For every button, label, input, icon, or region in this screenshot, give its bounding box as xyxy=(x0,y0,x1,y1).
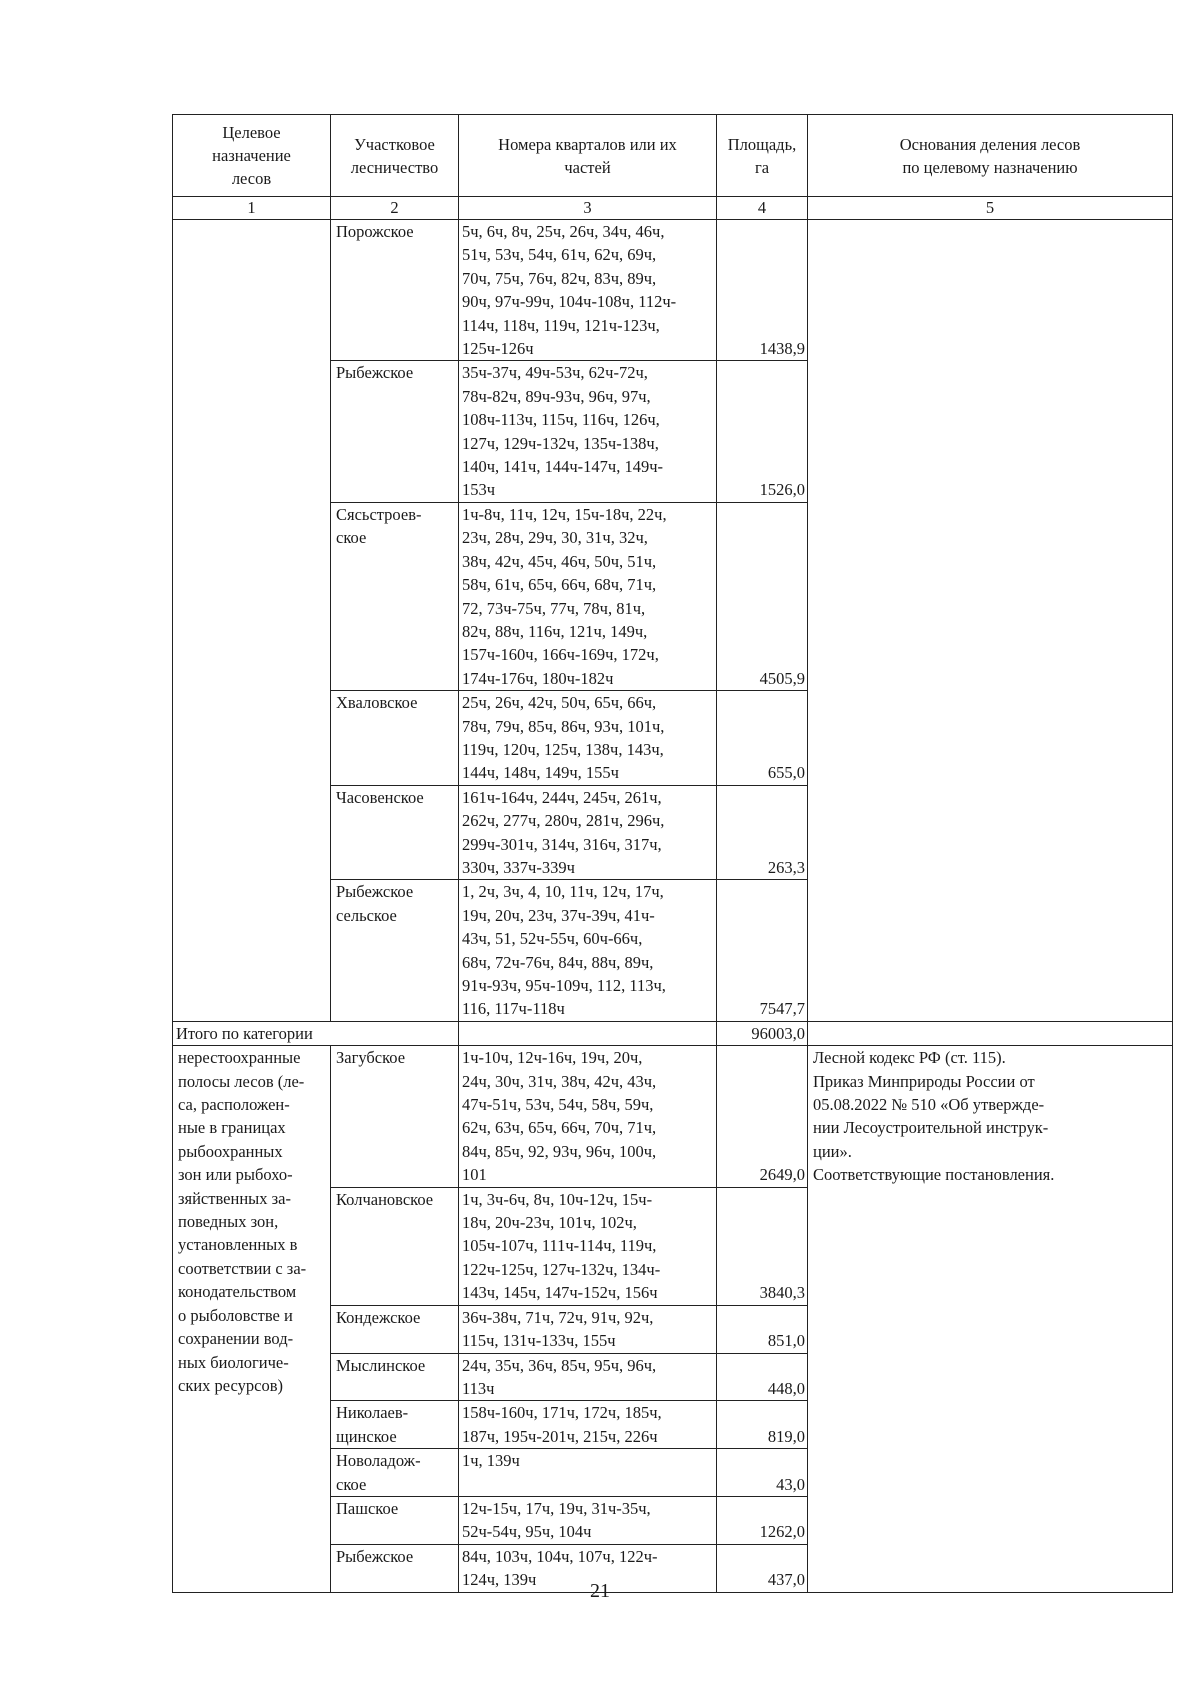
quarter-numbers: 25ч, 26ч, 42ч, 50ч, 65ч, 66ч, 78ч, 79ч, 85ч, 86ч, 93ч, 101ч, 119ч, 120ч, 125ч, 138ч, 143ч, 144ч, 148ч, 149ч, 155ч xyxy=(459,691,717,786)
total-basis-empty xyxy=(808,1021,1173,1045)
forestry-name: Колчановское xyxy=(331,1187,459,1305)
area-value: 7547,7 xyxy=(717,880,808,1021)
column-number: 2 xyxy=(331,197,459,220)
quarter-numbers: 12ч-15ч, 17ч, 19ч, 31ч-35ч, 52ч-54ч, 95ч, 104ч xyxy=(459,1496,717,1544)
quarter-numbers: 84ч, 103ч, 104ч, 107ч, 122ч- 124ч, 139ч xyxy=(459,1544,717,1592)
forestry-name: Кондежское xyxy=(331,1305,459,1353)
area-value: 263,3 xyxy=(717,785,808,880)
forestry-name: Часовенское xyxy=(331,785,459,880)
header-quarters: Номера кварталов или их частей xyxy=(459,115,717,197)
forestry-name: Хваловское xyxy=(331,691,459,786)
header-forestry: Участковое лесничество xyxy=(331,115,459,197)
forestry-name: Николаев- щинское xyxy=(331,1401,459,1449)
forestry-name: Порожское xyxy=(331,220,459,361)
quarter-numbers: 1ч-10ч, 12ч-16ч, 19ч, 20ч, 24ч, 30ч, 31ч, 38ч, 42ч, 43ч, 47ч-51ч, 53ч, 54ч, 58ч, 59ч, 62ч, 63ч, 65ч, 66ч, 70ч, 71ч, 84ч, 85ч, 92, 93ч, 96ч, 100ч, 101 xyxy=(459,1046,717,1187)
quarter-numbers: 1ч, 139ч xyxy=(459,1449,717,1497)
header-purpose: Целевое назначение лесов xyxy=(173,115,331,197)
area-value: 1526,0 xyxy=(717,361,808,502)
area-value: 4505,9 xyxy=(717,502,808,690)
area-value: 1438,9 xyxy=(717,220,808,361)
quarter-numbers: 158ч-160ч, 171ч, 172ч, 185ч, 187ч, 195ч-201ч, 215ч, 226ч xyxy=(459,1401,717,1449)
area-value: 655,0 xyxy=(717,691,808,786)
forestry-name: Мыслинское xyxy=(331,1353,459,1401)
total-label: Итого по категории xyxy=(173,1021,459,1045)
quarter-numbers: 35ч-37ч, 49ч-53ч, 62ч-72ч, 78ч-82ч, 89ч-93ч, 96ч, 97ч, 108ч-113ч, 115ч, 116ч, 126ч, 127ч, 129ч-132ч, 135ч-138ч, 140ч, 141ч, 144ч-147ч, 149ч- 153ч xyxy=(459,361,717,502)
quarter-numbers: 1, 2ч, 3ч, 4, 10, 11ч, 12ч, 17ч, 19ч, 20ч, 23ч, 37ч-39ч, 41ч- 43ч, 51, 52ч-55ч, 60ч-66ч, 68ч, 72ч-76ч, 84ч, 88ч, 89ч, 91ч-93ч, 95ч-109ч, 112, 113ч, 116, 117ч-118ч xyxy=(459,880,717,1021)
quarter-numbers: 36ч-38ч, 71ч, 72ч, 91ч, 92ч, 115ч, 131ч-133ч, 155ч xyxy=(459,1305,717,1353)
forestry-name: Рыбежское xyxy=(331,1544,459,1592)
column-number-row xyxy=(173,197,1173,220)
area-value: 1262,0 xyxy=(717,1496,808,1544)
area-value: 448,0 xyxy=(717,1353,808,1401)
header-row xyxy=(173,115,1173,197)
purpose-cell-continued xyxy=(173,220,331,1022)
area-value: 851,0 xyxy=(717,1305,808,1353)
header-area: Площадь, га xyxy=(717,115,808,197)
total-empty xyxy=(459,1021,717,1045)
column-number: 5 xyxy=(808,197,1173,220)
forestry-name: Рыбежское сельское xyxy=(331,880,459,1021)
forest-purpose-table xyxy=(172,114,1173,1593)
forestry-name: Новоладож- ское xyxy=(331,1449,459,1497)
table-row xyxy=(173,220,1173,361)
header-basis: Основания деления лесов по целевому назначению xyxy=(808,115,1173,197)
forestry-name: Пашское xyxy=(331,1496,459,1544)
area-value: 437,0 xyxy=(717,1544,808,1592)
basis-cell: Лесной кодекс РФ (ст. 115). Приказ Минприроды России от 05.08.2022 № 510 «Об утвержде- нии Лесоустроительной инструк- ции». Соответствующие постановления. xyxy=(808,1046,1173,1592)
area-value: 43,0 xyxy=(717,1449,808,1497)
quarter-numbers: 1ч, 3ч-6ч, 8ч, 10ч-12ч, 15ч- 18ч, 20ч-23ч, 101ч, 102ч, 105ч-107ч, 111ч-114ч, 119ч, 122ч-125ч, 127ч-132ч, 134ч- 143ч, 145ч, 147ч-152ч, 156ч xyxy=(459,1187,717,1305)
total-row xyxy=(173,1021,1173,1045)
column-number: 1 xyxy=(173,197,331,220)
quarter-numbers: 24ч, 35ч, 36ч, 85ч, 95ч, 96ч, 113ч xyxy=(459,1353,717,1401)
forestry-name: Рыбежское xyxy=(331,361,459,502)
quarter-numbers: 1ч-8ч, 11ч, 12ч, 15ч-18ч, 22ч, 23ч, 28ч, 29ч, 30, 31ч, 32ч, 38ч, 42ч, 45ч, 46ч, 50ч, 51ч, 58ч, 61ч, 65ч, 66ч, 68ч, 71ч, 72, 73ч-75ч, 77ч, 78ч, 81ч, 82ч, 88ч, 116ч, 121ч, 149ч, 157ч-160ч, 166ч-169ч, 172ч, 174ч-176ч, 180ч-182ч xyxy=(459,502,717,690)
forestry-name: Сясьстроев- ское xyxy=(331,502,459,690)
total-value: 96003,0 xyxy=(717,1021,808,1045)
forestry-name: Загубское xyxy=(331,1046,459,1187)
column-number: 3 xyxy=(459,197,717,220)
table-row xyxy=(173,1046,1173,1187)
area-value: 3840,3 xyxy=(717,1187,808,1305)
area-value: 819,0 xyxy=(717,1401,808,1449)
quarter-numbers: 161ч-164ч, 244ч, 245ч, 261ч, 262ч, 277ч, 280ч, 281ч, 296ч, 299ч-301ч, 314ч, 316ч, 317ч, 330ч, 337ч-339ч xyxy=(459,785,717,880)
column-number: 4 xyxy=(717,197,808,220)
area-value: 2649,0 xyxy=(717,1046,808,1187)
purpose-cell: нерестоохранные полосы лесов (ле- са, расположен- ные в границах рыбоохранных зон или рыбохо- зяйственных за- поведных зон, установленных в соответствии с за- конодательством о рыболовстве и сохранении вод- ных биологиче- ских ресурсов) xyxy=(173,1046,331,1592)
page-number: 21 xyxy=(590,1580,610,1602)
quarter-numbers: 5ч, 6ч, 8ч, 25ч, 26ч, 34ч, 46ч, 51ч, 53ч, 54ч, 61ч, 62ч, 69ч, 70ч, 75ч, 76ч, 82ч, 83ч, 89ч, 90ч, 97ч-99ч, 104ч-108ч, 112ч- 114ч, 118ч, 119ч, 121ч-123ч, 125ч-126ч xyxy=(459,220,717,361)
basis-cell-continued xyxy=(808,220,1173,1022)
